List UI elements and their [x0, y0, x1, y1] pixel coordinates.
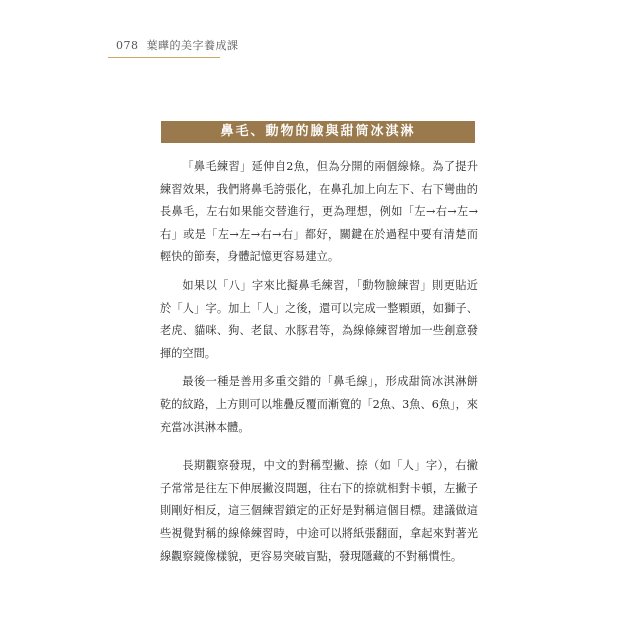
header-rule [108, 57, 220, 58]
paragraph: 如果以「八」字來比擬鼻毛練習，「動物臉練習」則更貼近於「人」字。加上「人」之後，還可以完成一整顆頭，如獅子、老虎、貓咪、狗、老鼠、水豚君等，為線條練習增加一些創意發揮的空間。 [160, 278, 478, 360]
section-title-banner: 鼻毛、動物的臉與甜筒冰淇淋 [161, 121, 475, 143]
body-text [160, 156, 478, 574]
paragraph: 長期觀察發現，中文的對稱型撇、捺（如「人」字），右撇子常常是往左下伸展撇沒問題，往右下的捺就相對卡頓，左撇子則剛好相反，這三個練習鎖定的正好是對稱這個目標。建議做這些視覺對稱的線條練習時，中途可以將紙張翻面，拿起來對著光線觀察鏡像樣貌，更容易突破盲點，發現隱藏的不對稱慣性。 [160, 459, 478, 563]
running-header [116, 37, 239, 53]
book-title: 葉曄的美字養成課 [146, 39, 239, 52]
page-number: 078 [116, 39, 139, 52]
paragraph: 最後一種是善用多重交錯的「鼻毛線」，形成甜筒冰淇淋餅乾的紋路，上方則可以堆疊反覆而漸寬的「2魚、3魚、6魚」，來充當冰淇淋本體。 [160, 375, 478, 434]
paragraph: 「鼻毛練習」延伸自2魚，但為分開的兩個線條。為了提升練習效果，我們將鼻毛誇張化，在鼻孔加上向左下、右下彎曲的長鼻毛，左右如果能交替進行，更為理想，例如「左→右→左→右」或是「左→左→右→右」都好，關鍵在於過程中要有清楚而輕快的節奏，身體記憶更容易建立。 [160, 160, 478, 264]
